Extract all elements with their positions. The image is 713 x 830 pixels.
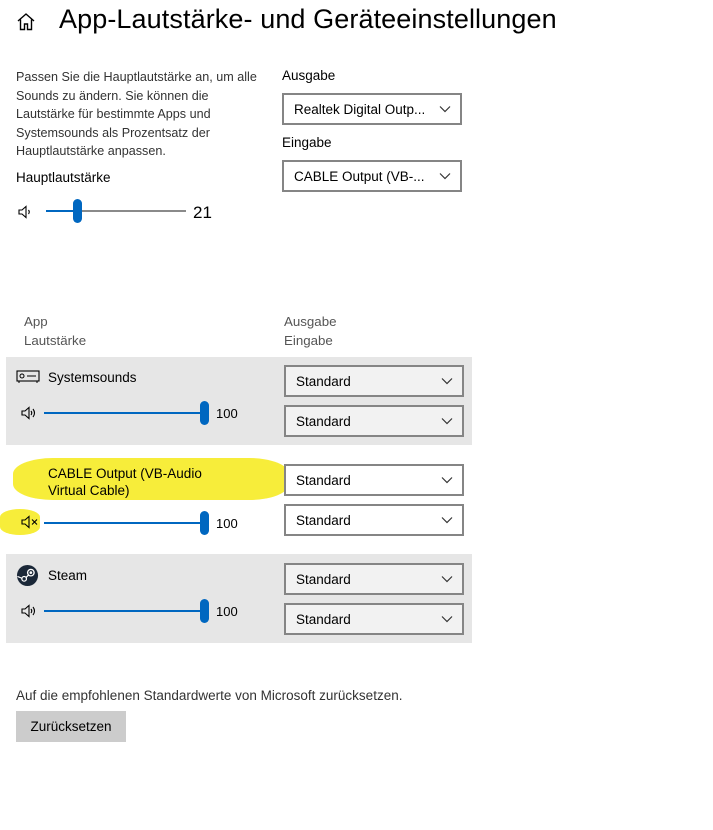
steam-icon (16, 564, 39, 587)
chevron-down-icon (441, 516, 453, 524)
home-icon[interactable] (16, 12, 36, 32)
app-volume-track (44, 412, 204, 414)
app-volume-value: 100 (216, 516, 238, 531)
app-name-cable-output: CABLE Output (VB-Audio Virtual Cable) (48, 466, 202, 498)
input-device-value: CABLE Output (VB-... (294, 168, 425, 184)
app-name-systemsounds: Systemsounds (48, 370, 137, 385)
app-volume-slider-systemsounds[interactable] (44, 400, 210, 426)
app-volume-value: 100 (216, 604, 238, 619)
app-volume-thumb[interactable] (200, 401, 209, 425)
app-output-value: Standard (296, 373, 351, 389)
chevron-down-icon (441, 476, 453, 484)
output-device-select[interactable] (282, 93, 462, 125)
app-output-value: Standard (296, 472, 351, 488)
chevron-down-icon (441, 575, 453, 583)
app-input-select-cable-output[interactable] (284, 504, 464, 536)
chevron-down-icon (441, 615, 453, 623)
output-device-value: Realtek Digital Outp... (294, 101, 426, 117)
chevron-down-icon (441, 417, 453, 425)
app-volume-track (44, 522, 204, 524)
master-volume-label: Hauptlautstärke (16, 170, 111, 185)
column-header-output-label: Ausgabe (284, 314, 337, 329)
app-input-value: Standard (296, 512, 351, 528)
page-title: App-Lautstärke- und Geräteeinstellungen (59, 4, 557, 34)
reset-description: Auf die empfohlenen Standardwerte von Microsoft zurücksetzen. (16, 688, 403, 703)
app-input-select-systemsounds[interactable] (284, 405, 464, 437)
output-label: Ausgabe (282, 68, 336, 83)
column-header-app-label: App (24, 314, 48, 329)
input-label: Eingabe (282, 135, 332, 150)
app-output-select-systemsounds[interactable] (284, 365, 464, 397)
app-volume-track (44, 610, 204, 612)
system-sounds-icon (16, 369, 40, 385)
app-volume-thumb[interactable] (200, 599, 209, 623)
master-volume-slider[interactable] (46, 198, 186, 224)
master-volume-thumb[interactable] (73, 199, 82, 223)
app-input-value: Standard (296, 413, 351, 429)
input-device-select[interactable] (282, 160, 462, 192)
speaker-icon[interactable] (20, 602, 38, 620)
master-volume-value: 21 (193, 203, 212, 222)
chevron-down-icon (441, 377, 453, 385)
reset-button[interactable]: Zurücksetzen (16, 711, 126, 742)
master-volume-description: Passen Sie die Hauptlautstärke an, um alle Sounds zu ändern. Sie können die Lautstärke für bestimmte Apps und Systemsounds als Prozentsatz der Hauptlautstärke anpassen. (16, 70, 257, 159)
chevron-down-icon (439, 105, 451, 113)
app-volume-slider-steam[interactable] (44, 598, 210, 624)
column-header-input-label: Eingabe (284, 333, 333, 348)
app-output-select-steam[interactable] (284, 563, 464, 595)
app-input-value: Standard (296, 611, 351, 627)
chevron-down-icon (439, 172, 451, 180)
app-volume-thumb[interactable] (200, 511, 209, 535)
app-volume-slider-cable-output[interactable] (44, 510, 210, 536)
muted-speaker-icon[interactable] (20, 513, 40, 531)
app-volume-fill (44, 610, 204, 612)
speaker-icon[interactable] (17, 203, 35, 221)
app-volume-fill (44, 412, 204, 414)
app-input-select-steam[interactable] (284, 603, 464, 635)
speaker-icon[interactable] (20, 404, 38, 422)
master-volume-track (46, 210, 186, 212)
column-header-app (24, 312, 86, 350)
app-output-select-cable-output[interactable] (284, 464, 464, 496)
app-volume-value: 100 (216, 406, 238, 421)
column-header-volume-label: Lautstärke (24, 333, 87, 348)
app-output-value: Standard (296, 571, 351, 587)
column-header-device (284, 312, 337, 350)
app-name-steam: Steam (48, 568, 88, 583)
app-volume-fill (44, 522, 204, 524)
